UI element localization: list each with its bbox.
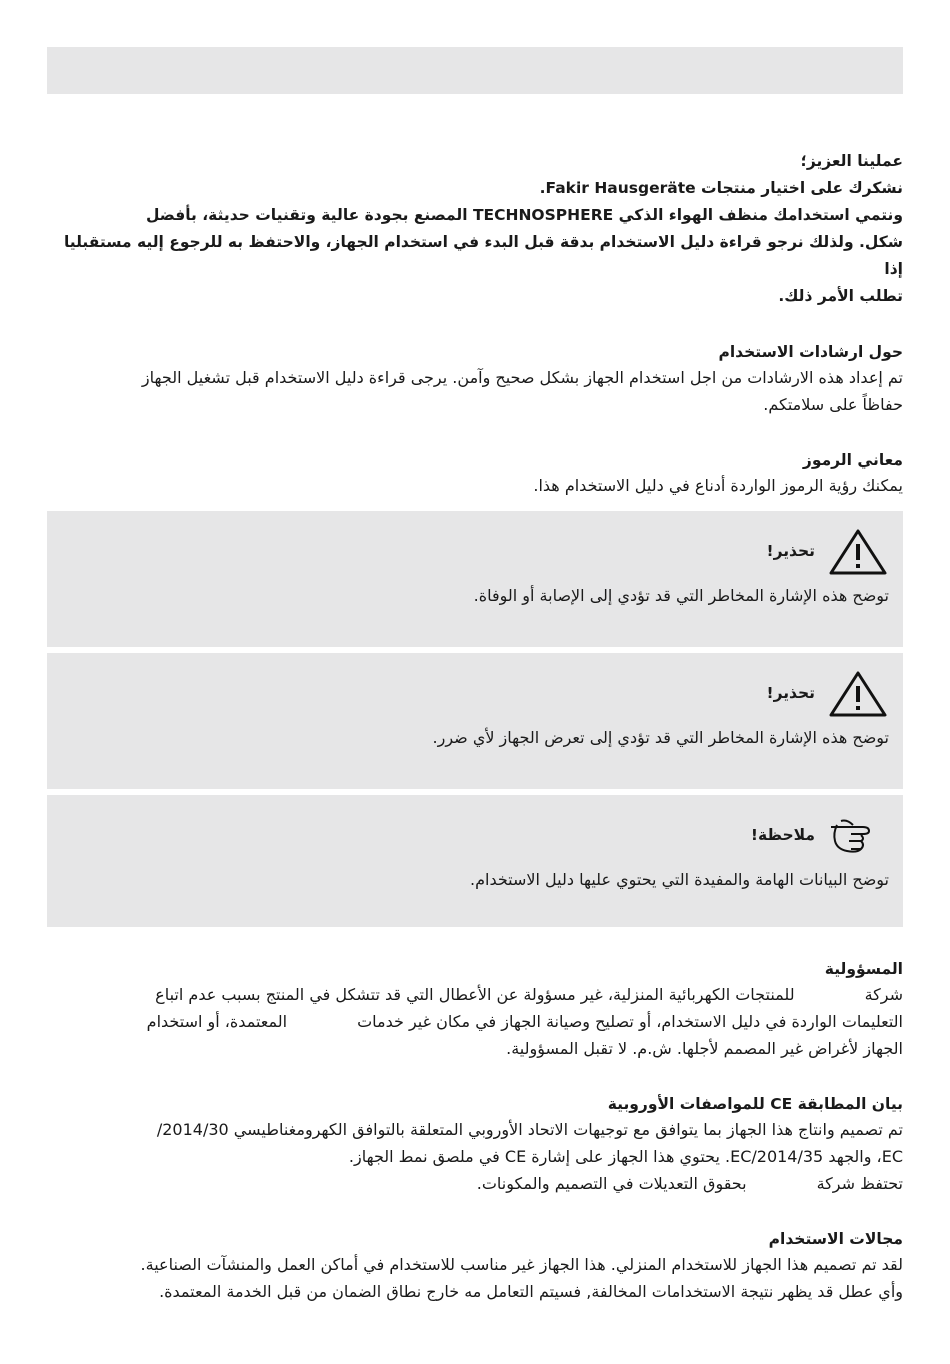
header-bar xyxy=(47,47,903,94)
intro-line: تطلب الأمر ذلك. xyxy=(778,287,903,305)
about-section xyxy=(47,340,903,418)
greeting: عملينا العزيز؛ xyxy=(800,152,903,170)
warning-box-injury xyxy=(47,511,903,647)
box-header xyxy=(61,667,889,719)
usage-line: وأي عطل قد يظهر نتيجة الاستخدامات المخالفة, فسيتم التعامل مه خارج نطاق الضمان من قبل الخدمة المعتمدة. xyxy=(159,1282,903,1301)
warning-triangle-icon xyxy=(827,669,889,717)
intro-section xyxy=(47,148,903,310)
about-heading: حول ارشادات الاستخدام xyxy=(718,343,903,361)
note-box xyxy=(47,795,903,927)
box-text: توضح هذه الإشارة المخاطر التي قد تؤدي إلى تعرض الجهاز لأي ضرر. xyxy=(432,728,889,747)
ce-line: EC، والجهد EC/2014/35. يحتوي هذا الجهاز على إشارة CE في ملصق نمط الجهاز. xyxy=(348,1147,903,1166)
responsibility-line: الجهاز لأغراض غير المصمم لأجلها. ش.م. لا تقبل المسؤولية. xyxy=(506,1039,903,1058)
page-content xyxy=(47,148,903,1305)
about-text xyxy=(47,364,903,418)
usage-line: لقد تم تصميم هذا الجهاز للاستخدام المنزلي. هذا الجهاز غير مناسب للاستخدام في أماكن العمل والمنشآت الصناعية. xyxy=(140,1255,903,1274)
ce-heading: بيان المطابقة CE للمواصفات الأوروبية xyxy=(607,1095,903,1113)
box-title: ملاحظة! xyxy=(750,826,815,844)
symbols-heading: معاني الرموز xyxy=(802,451,903,469)
pointing-hand-icon xyxy=(827,811,889,859)
about-line: تم إعداد هذه الارشادات من اجل استخدام الجهاز بشكل صحيح وآمن. يرجى قراءة دليل الاستخدام قبل تشغيل الجهاز xyxy=(141,368,903,387)
box-header xyxy=(61,525,889,577)
intro-line: شكل. ولذلك نرجو قراءة دليل الاستخدام بدقة قبل البدء في استخدام الجهاز، والاحتفظ به للرجوع إليه مستقبليا إذا xyxy=(63,233,903,278)
intro-line: ونتمي استخدامك منظف الهواء الذكي TECHNOSPHERE المصنع بجودة عالية وتقنيات حديثة، بأفضل xyxy=(145,206,903,224)
responsibility-line xyxy=(47,981,903,1008)
box-text: توضح البيانات الهامة والمفيدة التي يحتوي عليها دليل الاستخدام. xyxy=(470,870,889,889)
company-prefix: تحتفظ شركة xyxy=(816,1174,903,1193)
usage-text xyxy=(47,1251,903,1305)
box-text: توضح هذه الإشارة المخاطر التي قد تؤدي إلى الإصابة أو الوفاة. xyxy=(473,586,889,605)
ce-section xyxy=(47,1092,903,1197)
warning-triangle-icon xyxy=(827,527,889,575)
box-title: تحذير! xyxy=(766,542,815,560)
usage-heading: مجالات الاستخدام xyxy=(768,1230,903,1248)
symbols-section xyxy=(47,448,903,499)
company-prefix: شركة xyxy=(864,985,903,1004)
usage-section xyxy=(47,1227,903,1305)
responsibility-line-rest: للمنتجات الكهربائية المنزلية، غير مسؤولة عن الأعطال التي قد تتشكل في المنتج بسبب عدم اتباع xyxy=(155,985,795,1004)
ce-line xyxy=(47,1170,903,1197)
about-line: حفاظاً على سلامتكم. xyxy=(763,395,903,414)
warning-box-damage xyxy=(47,653,903,789)
symbols-text: يمكنك رؤية الرموز الواردة أدناع في دليل الاستخدام هذا. xyxy=(533,476,903,495)
responsibility-line xyxy=(47,1008,903,1035)
ce-text xyxy=(47,1116,903,1197)
responsibility-line-start: التعليمات الواردة في دليل الاستخدام، أو تصليح وصيانة الجهاز في مكان غير خدمات xyxy=(357,1012,903,1031)
ce-line: تم تصميم وانتاج هذا الجهاز بما يتوافق مع توجيهات الاتحاد الأوروبي المتعلقة بالتوافق الكهرومغناطيسي 2014/30/ xyxy=(156,1120,903,1139)
box-title: تحذير! xyxy=(766,684,815,702)
responsibility-line-end: المعتمدة، أو استخدام xyxy=(146,1012,288,1031)
box-header xyxy=(61,809,889,861)
responsibility-section xyxy=(47,957,903,1062)
thanks-line: نشكرك على اختيار منتجات Fakir Hausgeräte. xyxy=(539,179,903,197)
ce-line-rest: بحقوق التعديلات في التصميم والمكونات. xyxy=(476,1174,747,1193)
responsibility-heading: المسؤولية xyxy=(824,960,903,978)
responsibility-text xyxy=(47,981,903,1062)
